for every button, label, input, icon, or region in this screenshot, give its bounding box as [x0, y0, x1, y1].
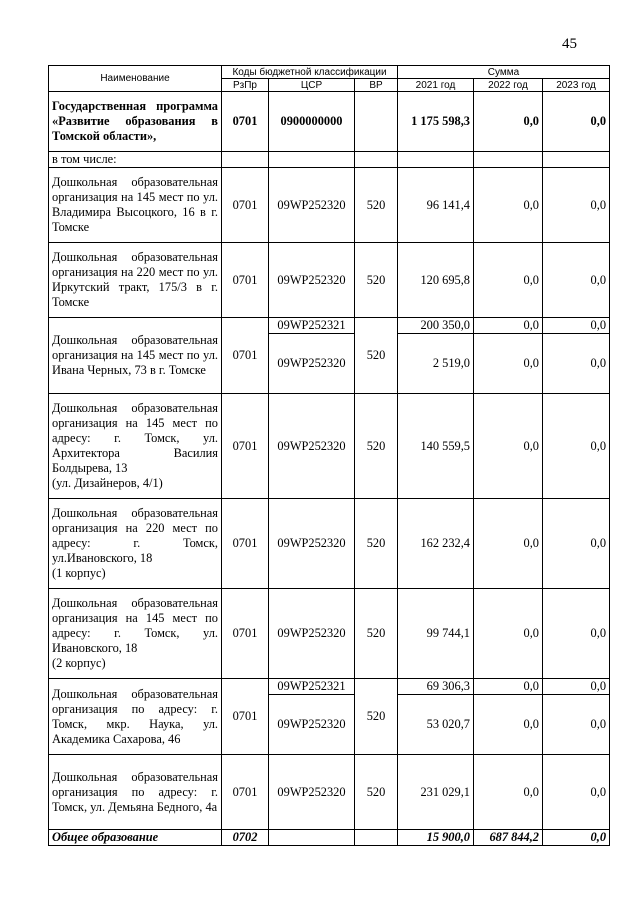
row-csr: 09WP252320 [269, 394, 355, 499]
row-vr: 520 [355, 168, 398, 243]
row-csr: 09WP252320 [269, 755, 355, 830]
row-2023: 0,0 [543, 589, 610, 679]
row-rzpr: 0701 [222, 243, 269, 318]
row-rzpr: 0701 [222, 589, 269, 679]
header-vr: ВР [355, 79, 398, 92]
row-name [49, 394, 222, 499]
row-name [49, 499, 222, 589]
table-row [49, 679, 610, 695]
program-csr: 0900000000 [269, 92, 355, 152]
row-2021: 99 744,1 [398, 589, 474, 679]
row-2021: 162 232,4 [398, 499, 474, 589]
row-name-text: Дошкольная образовательная организация на 220 мест по адресу: г. Томск, ул.Ивановского, 18 [52, 506, 218, 565]
row-vr: 520 [355, 499, 398, 589]
row-2023: 0,0 [543, 499, 610, 589]
row-2021: 120 695,8 [398, 243, 474, 318]
program-row [49, 92, 610, 152]
row-note: (ул. Дизайнеров, 4/1) [52, 476, 163, 490]
row-rzpr: 0701 [222, 499, 269, 589]
program-2023: 0,0 [543, 92, 610, 152]
row-name: Дошкольная образовательная организация по адресу: г. Томск, ул. Демьяна Бедного, 4а [49, 755, 222, 830]
row-2023: 0,0 [543, 679, 610, 695]
general-vr [355, 830, 398, 846]
row-name-text: Дошкольная образовательная организация на 145 мест по адресу: г. Томск, ул. Ивановского, 18 [52, 596, 218, 655]
program-name: Государственная программа «Развитие образования в Томской области», [49, 92, 222, 152]
row-2023: 0,0 [543, 695, 610, 755]
row-name: Дошкольная образовательная организация на 145 мест по ул. Владимира Высоцкого, 16 в г. Томске [49, 168, 222, 243]
general-education-row [49, 830, 610, 846]
row-name [49, 589, 222, 679]
row-2022: 0,0 [474, 318, 543, 334]
including-label: в том числе: [49, 152, 222, 168]
row-2021: 53 020,7 [398, 695, 474, 755]
row-2021: 231 029,1 [398, 755, 474, 830]
row-name: Дошкольная образовательная организация на 145 мест по ул. Ивана Черных, 73 в г. Томске [49, 318, 222, 394]
row-2021: 2 519,0 [398, 334, 474, 394]
row-rzpr: 0701 [222, 318, 269, 394]
header-csr: ЦСР [269, 79, 355, 92]
row-vr: 520 [355, 589, 398, 679]
row-2023: 0,0 [543, 755, 610, 830]
row-2023: 0,0 [543, 168, 610, 243]
row-2022: 0,0 [474, 499, 543, 589]
row-csr: 09WP252321 [269, 679, 355, 695]
row-vr: 520 [355, 243, 398, 318]
including-row [49, 152, 610, 168]
general-2021: 15 900,0 [398, 830, 474, 846]
row-note: (1 корпус) [52, 566, 106, 580]
row-2022: 0,0 [474, 243, 543, 318]
budget-table [48, 65, 610, 846]
program-2021: 1 175 598,3 [398, 92, 474, 152]
row-csr: 09WP252320 [269, 334, 355, 394]
row-2021: 200 350,0 [398, 318, 474, 334]
row-2021: 96 141,4 [398, 168, 474, 243]
general-2022: 687 844,2 [474, 830, 543, 846]
row-csr: 09WP252320 [269, 589, 355, 679]
row-2023: 0,0 [543, 243, 610, 318]
row-2022: 0,0 [474, 394, 543, 499]
header-2022: 2022 год [474, 79, 543, 92]
row-name: Дошкольная образовательная организация по адресу: г. Томск, мкр. Наука, ул. Академика Сахарова, 46 [49, 679, 222, 755]
header-sum: Сумма [398, 66, 610, 79]
program-2022: 0,0 [474, 92, 543, 152]
row-2023: 0,0 [543, 334, 610, 394]
row-vr: 520 [355, 755, 398, 830]
header-name: Наименование [49, 66, 222, 92]
row-rzpr: 0701 [222, 679, 269, 755]
row-rzpr: 0701 [222, 394, 269, 499]
row-rzpr: 0701 [222, 168, 269, 243]
row-vr: 520 [355, 318, 398, 394]
page-number: 45 [562, 36, 577, 52]
row-csr: 09WP252320 [269, 243, 355, 318]
header-2023: 2023 год [543, 79, 610, 92]
row-vr: 520 [355, 679, 398, 755]
row-2022: 0,0 [474, 168, 543, 243]
table-row [49, 755, 610, 830]
row-2022: 0,0 [474, 755, 543, 830]
row-name-text: Дошкольная образовательная организация на 145 мест по адресу: г. Томск, ул. Архитектора Василия Болдырева, 13 [52, 401, 218, 475]
table-row [49, 168, 610, 243]
row-2022: 0,0 [474, 334, 543, 394]
general-2023: 0,0 [543, 830, 610, 846]
row-vr: 520 [355, 394, 398, 499]
row-2022: 0,0 [474, 695, 543, 755]
general-rzpr: 0702 [222, 830, 269, 846]
row-2023: 0,0 [543, 394, 610, 499]
row-name: Дошкольная образовательная организация на 220 мест по ул. Иркутский тракт, 175/3 в г. Томске [49, 243, 222, 318]
row-2022: 0,0 [474, 589, 543, 679]
row-csr: 09WP252321 [269, 318, 355, 334]
table-row [49, 499, 610, 589]
program-vr [355, 92, 398, 152]
header-codes: Коды бюджетной классификации [222, 66, 398, 79]
table-row [49, 394, 610, 499]
row-csr: 09WP252320 [269, 499, 355, 589]
general-csr [269, 830, 355, 846]
row-csr: 09WP252320 [269, 695, 355, 755]
row-rzpr: 0701 [222, 755, 269, 830]
table-row [49, 243, 610, 318]
row-2021: 140 559,5 [398, 394, 474, 499]
row-2023: 0,0 [543, 318, 610, 334]
table-row [49, 318, 610, 334]
header-2021: 2021 год [398, 79, 474, 92]
program-rzpr: 0701 [222, 92, 269, 152]
row-csr: 09WP252320 [269, 168, 355, 243]
row-2022: 0,0 [474, 679, 543, 695]
row-note: (2 корпус) [52, 656, 106, 670]
row-2021: 69 306,3 [398, 679, 474, 695]
table-row [49, 589, 610, 679]
header-rzpr: РзПр [222, 79, 269, 92]
general-name: Общее образование [49, 830, 222, 846]
